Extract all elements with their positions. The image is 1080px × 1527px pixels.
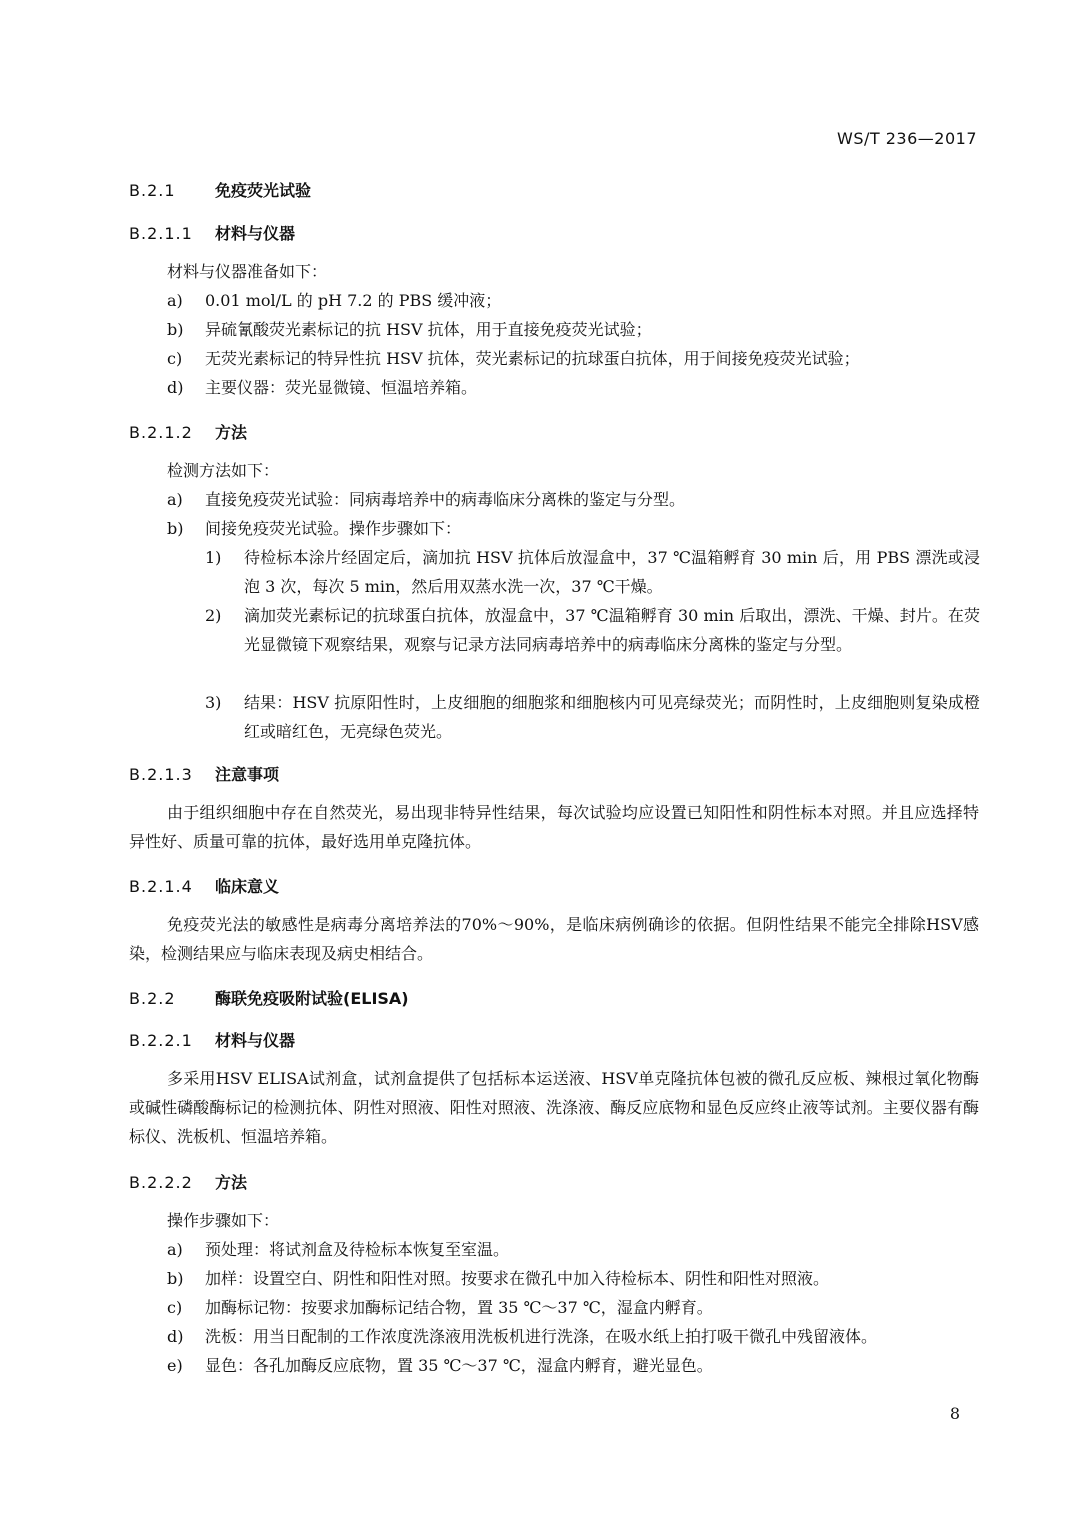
heading-b222 [129,1170,247,1193]
paragraph: 免疫荧光法的敏感性是病毒分离培养法的70%～90%，是临床病例确诊的依据。但阴性结果不能完全排除HSV感染，检测结果应与临床表现及病史相结合。 [129,915,979,963]
intro-text: 检测方法如下： [167,461,280,480]
heading-b21 [129,178,311,201]
heading-title: 注意事项 [215,765,280,784]
item-label: e) [167,1356,183,1375]
heading-title: 材料与仪器 [215,1031,296,1050]
item-text: 预处理：将试剂盒及待检标本恢复至室温。 [205,1240,510,1259]
page-number: 8 [949,1404,960,1423]
step-label: 2) [205,606,222,625]
item-text: 加酶标记物：按要求加酶标记结合物，置 35 ℃～37 ℃，湿盒内孵育。 [205,1298,713,1317]
item-text: 异硫氰酸荧光素标记的抗 HSV 抗体，用于直接免疫荧光试验； [205,320,652,339]
heading-b212 [129,420,247,443]
item-text: 主要仪器：荧光显微镜、恒温培养箱。 [205,378,478,397]
heading-number: B.2.1 [129,181,176,200]
heading-number: B.2.2.2 [129,1173,193,1192]
item-label: a) [167,291,183,310]
heading-number: B.2.1.3 [129,765,193,784]
item-text: 无荧光素标记的特异性抗 HSV 抗体，荧光素标记的抗球蛋白抗体，用于间接免疫荧光试验； [205,349,860,368]
paragraph: 由于组织细胞中存在自然荧光，易出现非特异性结果，每次试验均应设置已知阳性和阴性标本对照。并且应选择特异性好、质量可靠的抗体，最好选用单克隆抗体。 [129,803,979,851]
intro-text: 材料与仪器准备如下： [167,262,328,281]
item-label: a) [167,490,183,509]
item-label: b) [167,1269,184,1288]
heading-number: B.2.1.1 [129,224,193,243]
item-text: 洗板：用当日配制的工作浓度洗涤液用洗板机进行洗涤，在吸水纸上拍打吸干微孔中残留液体。 [205,1327,878,1346]
item-label: c) [167,349,183,368]
item-text: 0.01 mol/L 的 pH 7.2 的 PBS 缓冲液； [205,291,502,310]
item-text: 显色：各孔加酶反应底物，置 35 ℃～37 ℃，湿盒内孵育，避光显色。 [205,1356,713,1375]
heading-title: 临床意义 [215,877,280,896]
item-text: 加样：设置空白、阴性和阳性对照。按要求在微孔中加入待检标本、阴性和阳性对照液。 [205,1269,830,1288]
heading-b214 [129,874,279,897]
item-text: 直接免疫荧光试验：同病毒培养中的病毒临床分离株的鉴定与分型。 [205,490,686,509]
heading-title: 酶联免疫吸附试验(ELISA) [215,989,409,1008]
heading-title: 材料与仪器 [215,224,296,243]
item-label: c) [167,1298,183,1317]
item-text: 间接免疫荧光试验。操作步骤如下： [205,519,462,538]
heading-b221 [129,1028,295,1051]
item-label: b) [167,519,184,538]
heading-number: B.2.1.4 [129,877,193,896]
heading-number: B.2.2.1 [129,1031,193,1050]
heading-b213 [129,762,279,785]
step-text: 滴加荧光素标记的抗球蛋白抗体，放湿盒中，37 ℃温箱孵育 30 min 后取出，漂洗、干燥、封片。在荧光显微镜下观察结果，观察与记录方法同病毒培养中的病毒临床分离株的鉴定与分型。 [244,606,980,654]
heading-title: 方法 [215,1173,248,1192]
heading-number: B.2.2 [129,989,176,1008]
standard-number: WS/T 236—2017 [837,129,977,148]
item-label: a) [167,1240,183,1259]
heading-number: B.2.1.2 [129,423,193,442]
step-label: 3) [205,693,222,712]
heading-b211 [129,221,295,244]
step-text: 待检标本涂片经固定后，滴加抗 HSV 抗体后放湿盒中，37 ℃温箱孵育 30 min 后，用 PBS 漂洗或浸泡 3 次，每次 5 min，然后用双蒸水洗一次，37 ℃干燥。 [244,548,980,596]
paragraph: 多采用HSV ELISA试剂盒，试剂盒提供了包括标本运送液、HSV单克隆抗体包被的微孔反应板、辣根过氧化物酶或碱性磷酸酶标记的检测抗体、阴性对照液、阳性对照液、洗涤液、酶反应底物和显色反应终止液等试剂。主要仪器有酶标仪、洗板机、恒温培养箱。 [129,1069,979,1146]
step-text: 结果：HSV 抗原阳性时，上皮细胞的细胞浆和细胞核内可见亮绿荧光；而阴性时，上皮细胞则复染成橙红或暗红色，无亮绿色荧光。 [244,693,980,741]
item-label: d) [167,1327,184,1346]
item-label: b) [167,320,184,339]
step-label: 1) [205,548,222,567]
heading-b22 [129,986,409,1009]
item-label: d) [167,378,184,397]
heading-title: 免疫荧光试验 [215,181,312,200]
heading-title: 方法 [215,423,248,442]
intro-text: 操作步骤如下： [167,1211,280,1230]
